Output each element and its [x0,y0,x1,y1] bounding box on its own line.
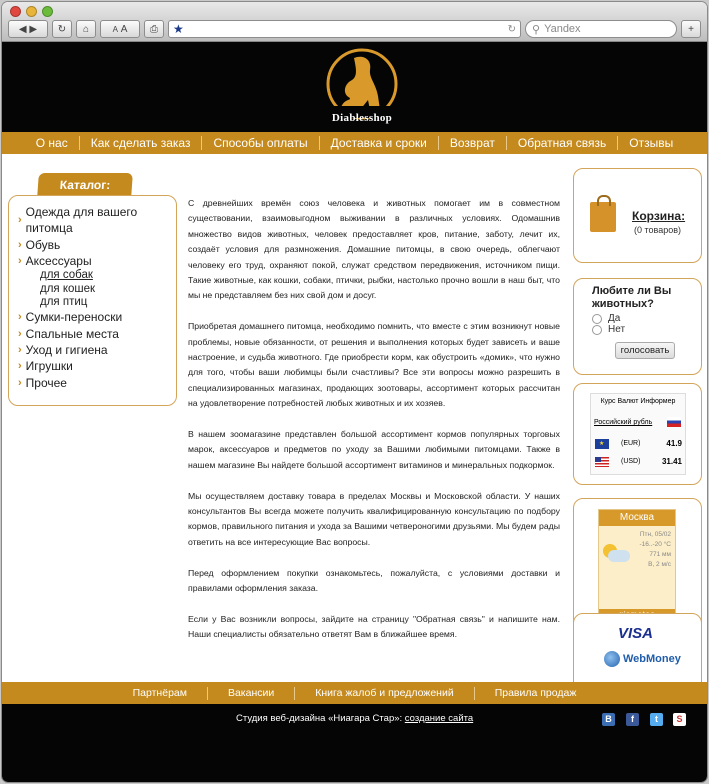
shopping-bag-icon[interactable] [590,202,616,232]
chevron-right-icon: › [18,238,22,251]
poll-question: Любите ли Вы животных? [592,285,672,310]
back-arrow-icon[interactable]: ◀ [18,23,27,35]
reload-button[interactable] [52,20,72,38]
catalog-subitem-birds[interactable]: для птиц [40,296,88,308]
footer-link-complaints[interactable]: Книга жалоб и предложений [294,687,473,700]
poll-option-label: Да [608,313,621,324]
currency-title: Курс Валют Информер [600,398,676,405]
currency-base[interactable]: Российский рубль [594,419,653,426]
search-icon: ⚲ [532,23,541,36]
content-paragraph: Если у Вас возникли вопросы, зайдите на страницу "Обратная связь" и напишите нам. Наши специалисты обязательно ответят Вам в ближайшее время. [188,613,560,640]
catalog-item-beds[interactable] [18,326,168,342]
browser-chrome [2,2,707,42]
currency-value-usd: 31.41 [661,457,682,466]
poll-option-no[interactable] [592,324,701,335]
radio-yes[interactable] [592,314,602,324]
home-icon: ⌂ [82,23,90,35]
share-icon[interactable]: S [673,713,686,726]
footer-link-vacancies[interactable]: Вакансии [207,687,294,700]
catalog-item-label: Обувь [25,237,61,252]
catalog-item-label: Одежда для вашего питомца [25,205,138,236]
vkontakte-icon[interactable]: B [602,713,615,726]
window-controls [10,6,53,17]
cart-count: (0 товаров) [634,225,682,235]
chevron-right-icon: › [18,214,22,227]
catalog-subitem-cats[interactable]: для кошек [40,282,96,295]
nav-payment[interactable]: Способы оплаты [201,136,318,150]
footer-link-rules[interactable]: Правила продаж [474,687,597,700]
cart-link[interactable]: Корзина: [632,209,686,223]
website [2,42,707,782]
content-paragraph: Перед оформлением покупки ознакомьтесь, пожалуйста, с условиями доставки и правилами оформления заказа. [188,567,560,594]
poll-widget [573,278,702,375]
text-size-buttons[interactable] [100,20,140,38]
content-paragraph: Приобретая домашнего питомца, необходимо помнить, что вместе с этим возникнут новые проблемы, новые обязанности, от решения и выполнения которых будет зависеть и ваше настроение, и судьба животного. Где приобрести корм, как обустроить «домик», что нужно для того, чтобы ваши любимцы были счастливы? Все эти вопросы можно разрешить в специализированных магазинах, продающих зоотовары, ассортимент которых рассчитан на удовлетворение потребностей любых животных и их хозяев. [188,321,560,409]
nav-reviews[interactable]: Отзывы [617,136,684,150]
content-paragraph: Мы осуществляем доставку товара в пределах Москвы и Московской области. У наших консультантов Вы всегда можете получить квалифицированную консультацию по подбору кормов, правильного питания и ухода за Вашими четвероногими друзьями. Мы будем рады ответить на все интересующие Вас вопросы. [188,490,560,547]
catalog-item-clothes[interactable] [18,204,168,237]
catalog-item-label: Сумки-переноски [25,310,123,325]
eu-flag-icon [595,439,609,449]
catalog-item-other[interactable] [18,375,168,391]
webmoney-text: WebMoney [623,653,681,665]
footer-credits [236,713,473,724]
print-button[interactable] [144,20,164,38]
new-tab-button[interactable]: + [681,20,701,38]
reload-icon: ↻ [57,23,67,35]
chevron-right-icon: › [18,311,22,324]
nav-feedback[interactable]: Обратная связь [506,136,617,150]
currency-informer[interactable] [590,393,686,475]
nav-how-to-order[interactable]: Как сделать заказ [79,136,202,150]
chevron-right-icon: › [18,376,22,389]
chevron-right-icon: › [18,360,22,373]
minimize-window-button[interactable] [26,6,37,17]
text-smaller-button[interactable]: A [112,24,118,34]
visa-logo: VISA [618,625,654,642]
cart-widget [573,168,702,263]
chevron-right-icon: › [18,327,22,340]
forward-arrow-icon[interactable]: ▶ [29,23,38,35]
content-paragraph: В нашем зоомагазине представлен большой ассортимент кормов популярных торговых марок, аксессуаров и предметов по уходу за Вашими любимыми питомцами. Также в нашем магазине Вы найдете большой ассортимент витаминов и минеральных подкормок. [188,429,560,470]
catalog-item-hygiene[interactable] [18,342,168,358]
facebook-icon[interactable]: f [626,713,639,726]
catalog-item-accessories[interactable] [18,253,168,269]
browser-window [2,2,707,782]
catalog-item-label: Спальные места [25,326,119,341]
chevron-right-icon: › [18,254,22,267]
address-reload-icon[interactable]: ↻ [507,23,516,35]
webmoney-logo [604,651,681,667]
weather-informer[interactable] [598,509,676,621]
catalog-subitem-dogs[interactable]: для собак [40,269,93,282]
weather-details [639,530,671,570]
footer-studio-text: Студия веб-дизайна «Ниагара Стар»: [236,713,405,724]
home-button[interactable] [76,20,96,38]
search-field[interactable] [525,20,677,38]
top-navigation [2,132,707,154]
search-placeholder: Yandex [544,23,581,35]
browser-toolbar [8,20,701,38]
currency-code-eur: (EUR) [621,440,641,447]
catalog-title: Каталог: [37,173,133,198]
globe-icon [604,651,620,667]
weather-pressure: 771 мм [649,551,671,558]
nav-delivery[interactable]: Доставка и сроки [319,136,438,150]
weather-date: Птн, 05/02 [639,531,671,538]
catalog-item-carriers[interactable] [18,309,168,325]
zoom-window-button[interactable] [42,6,53,17]
text-larger-button[interactable]: A [120,23,128,35]
russia-flag-icon [667,417,681,427]
back-forward-buttons[interactable] [8,20,48,38]
site-header [2,42,707,132]
weather-city: Москва [599,510,675,526]
catalog-item-label: Игрушки [25,359,73,374]
vote-button[interactable]: голосовать [615,342,675,359]
currency-widget [573,383,702,485]
chevron-right-icon: › [18,344,22,356]
catalog-menu [8,195,177,406]
radio-no[interactable] [592,325,602,335]
footer-link-partners[interactable]: Партнёрам [132,686,187,699]
catalog-item-shoes[interactable] [18,237,168,253]
main-content [188,196,560,658]
twitter-icon[interactable]: t [650,713,663,726]
us-flag-icon [595,457,609,467]
address-bar[interactable] [168,20,521,38]
poll-option-yes[interactable] [592,313,701,324]
weather-temp: -16..-20 °C [639,541,671,548]
partly-cloudy-icon [603,544,629,562]
catalog-item-toys[interactable] [18,358,168,374]
nav-about[interactable]: О нас [35,136,68,150]
currency-code-usd: (USD) [621,458,641,465]
printer-icon: ⎙ [150,23,158,35]
bookmark-star-icon[interactable]: ★ [173,22,184,36]
site-footer [2,704,707,782]
currency-value-eur: 41.9 [666,439,682,448]
content-paragraph: С древнейших времён союз человека и животных помогает им в совместном существовании, взаимовыгодном выживании в различных условиях. Одомашнив множество видов животных, человек предоставляет кров, питание, заботу, лечит их, создаёт условия для размножения. Домашние питомцы, в свою очередь, облегчают человеку его труд, охраняют покой, служат средством передвижения, источником пищи. Такие животные, как кошки, собаки, птички, рыбки, настолько прочно вошли в наш быт, что мы не представляем без них свой дом и досуг. [188,198,560,301]
site-logo[interactable] [320,48,404,128]
weather-wind: В, 2 м/с [648,561,671,568]
catalog-item-label: Прочее [25,375,67,390]
footer-studio-link[interactable]: создание сайта [404,713,474,724]
nav-returns[interactable]: Возврат [438,136,506,150]
catalog-item-label: Аксессуары [25,253,92,268]
catalog-item-label: Уход и гигиена [25,343,108,357]
close-window-button[interactable] [10,6,21,17]
poll-option-label: Нет [608,324,626,335]
logo-text: Diablesshop [331,112,393,124]
footer-navigation [2,682,707,704]
